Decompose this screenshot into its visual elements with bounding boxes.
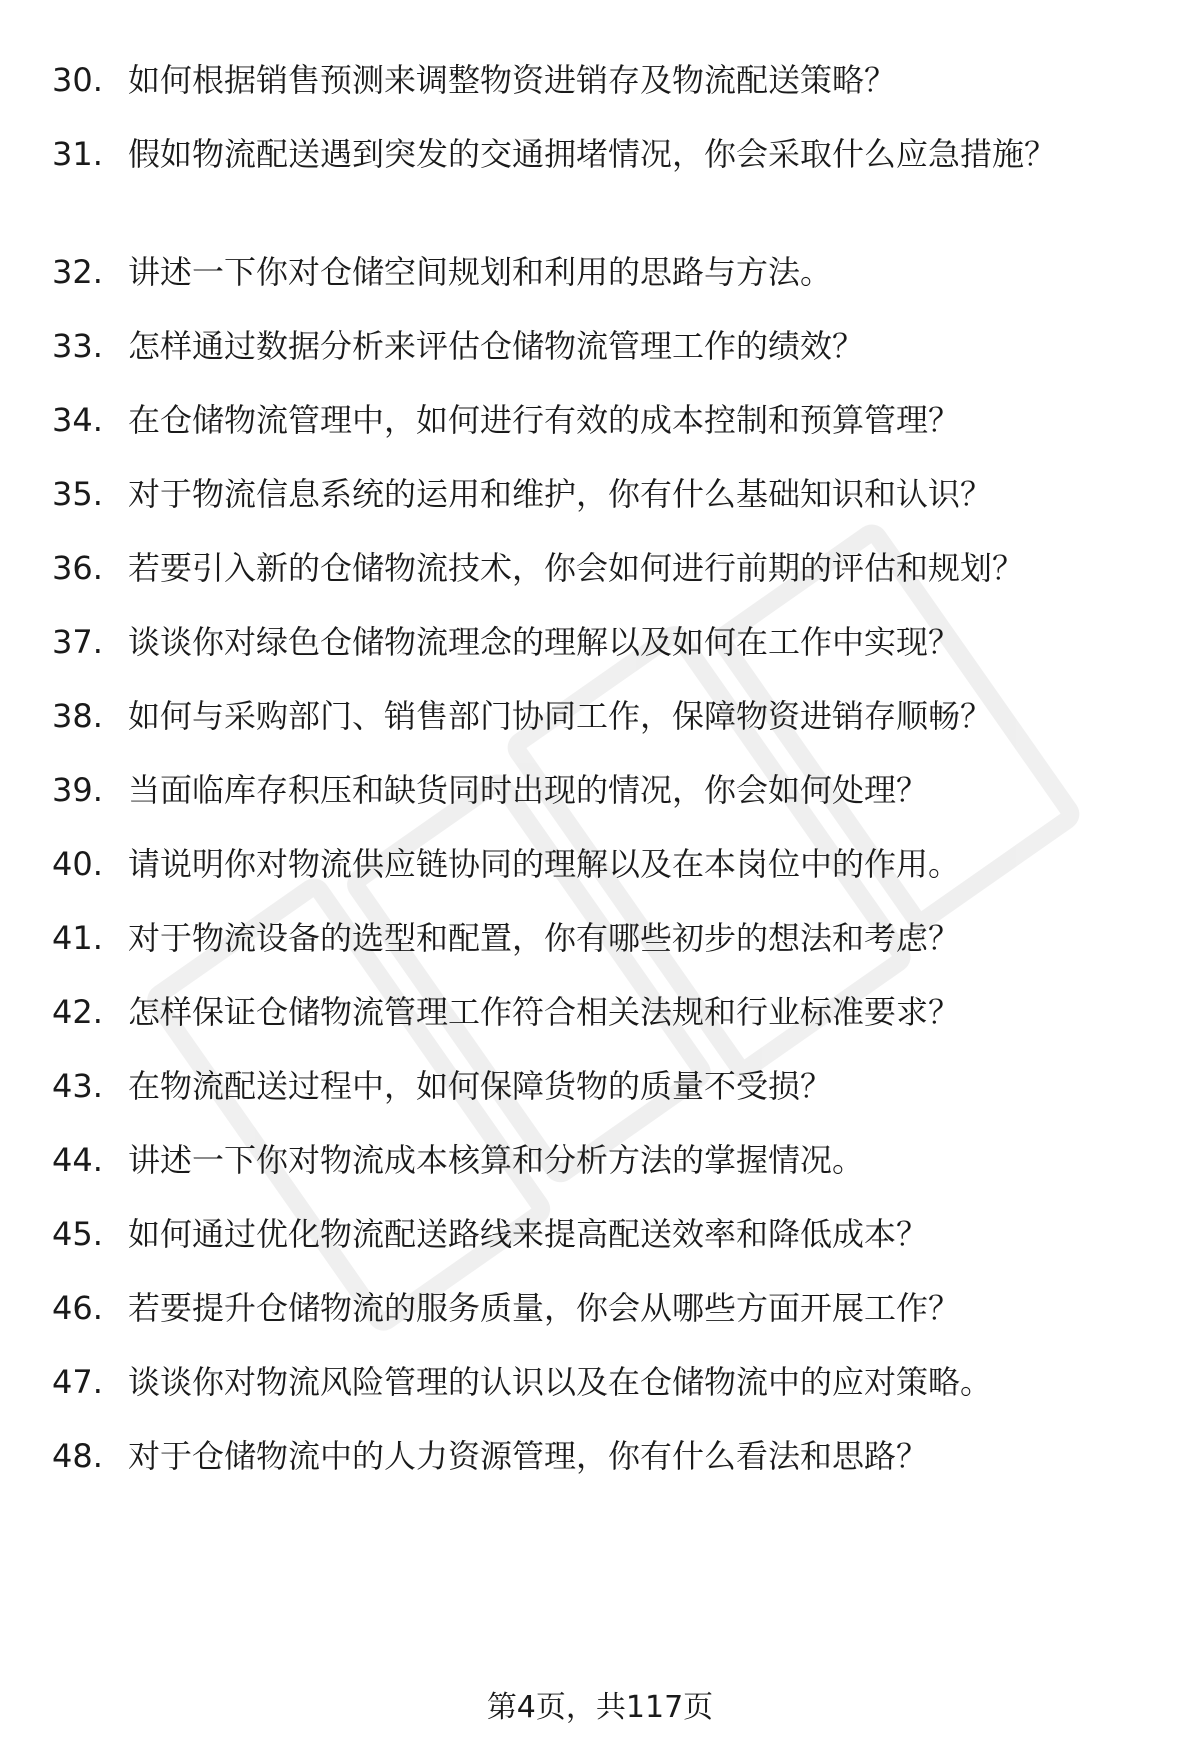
- question-number: 39.: [52, 771, 103, 809]
- question-item: [52, 1062, 1152, 1110]
- question-number: 42.: [52, 993, 103, 1031]
- question-item: [52, 322, 1152, 370]
- question-item: [52, 56, 1152, 104]
- question-number: 37.: [52, 623, 103, 661]
- question-item: [52, 1432, 1152, 1480]
- question-text: 谈谈你对物流风险管理的认识以及在仓储物流中的应对策略。: [128, 1363, 993, 1401]
- question-text: 对于物流设备的选型和配置，你有哪些初步的想法和考虑？: [128, 919, 961, 957]
- page-number-label: 第4页，共117页: [486, 1690, 714, 1725]
- question-number: 44.: [52, 1141, 103, 1179]
- question-number: 43.: [52, 1067, 103, 1105]
- question-text: 假如物流配送遇到突发的交通拥堵情况，你会采取什么应急措施？: [128, 135, 1057, 173]
- question-item: [52, 766, 1152, 814]
- question-number: 41.: [52, 919, 103, 957]
- question-item: [52, 1284, 1152, 1332]
- question-text: 若要提升仓储物流的服务质量，你会从哪些方面开展工作？: [128, 1289, 961, 1327]
- question-number: 32.: [52, 253, 103, 291]
- question-text: 在仓储物流管理中，如何进行有效的成本控制和预算管理？: [128, 401, 961, 439]
- question-item: [52, 1210, 1152, 1258]
- question-number: 40.: [52, 845, 103, 883]
- question-text: 谈谈你对绿色仓储物流理念的理解以及如何在工作中实现？: [128, 623, 961, 661]
- question-text: 怎样通过数据分析来评估仓储物流管理工作的绩效？: [128, 327, 865, 365]
- question-item: [52, 692, 1152, 740]
- question-text: 如何通过优化物流配送路线来提高配送效率和降低成本？: [128, 1215, 929, 1253]
- question-item: [52, 396, 1152, 444]
- question-text: 对于物流信息系统的运用和维护，你有什么基础知识和认识？: [128, 475, 993, 513]
- page-footer: [0, 1688, 1200, 1728]
- question-text: 请说明你对物流供应链协同的理解以及在本岗位中的作用。: [128, 845, 961, 883]
- question-item: [52, 248, 1152, 296]
- question-item: [52, 470, 1152, 518]
- question-text: 如何根据销售预测来调整物资进销存及物流配送策略？: [128, 61, 897, 99]
- question-item: [52, 988, 1152, 1036]
- question-item: [52, 840, 1152, 888]
- question-item: [52, 914, 1152, 962]
- question-number: 30.: [52, 61, 103, 99]
- question-number: 48.: [52, 1437, 103, 1475]
- question-text: 如何与采购部门、销售部门协同工作，保障物资进销存顺畅？: [128, 697, 993, 735]
- question-text: 在物流配送过程中，如何保障货物的质量不受损？: [128, 1067, 833, 1105]
- question-item: [52, 1136, 1152, 1184]
- question-number: 34.: [52, 401, 103, 439]
- question-text: 怎样保证仓储物流管理工作符合相关法规和行业标准要求？: [128, 993, 961, 1031]
- question-text: 对于仓储物流中的人力资源管理，你有什么看法和思路？: [128, 1437, 929, 1475]
- question-text: 若要引入新的仓储物流技术，你会如何进行前期的评估和规划？: [128, 549, 1025, 587]
- question-item: [52, 618, 1152, 666]
- question-number: 36.: [52, 549, 103, 587]
- question-text: 讲述一下你对仓储空间规划和利用的思路与方法。: [128, 253, 833, 291]
- question-number: 33.: [52, 327, 103, 365]
- question-item: [52, 130, 1152, 178]
- question-item: [52, 544, 1152, 592]
- question-number: 47.: [52, 1363, 103, 1401]
- question-item: [52, 1358, 1152, 1406]
- question-number: 46.: [52, 1289, 103, 1327]
- question-number: 31.: [52, 135, 103, 173]
- question-text: 讲述一下你对物流成本核算和分析方法的掌握情况。: [128, 1141, 865, 1179]
- question-number: 45.: [52, 1215, 103, 1253]
- question-number: 35.: [52, 475, 103, 513]
- question-number: 38.: [52, 697, 103, 735]
- question-text: 当面临库存积压和缺货同时出现的情况，你会如何处理？: [128, 771, 929, 809]
